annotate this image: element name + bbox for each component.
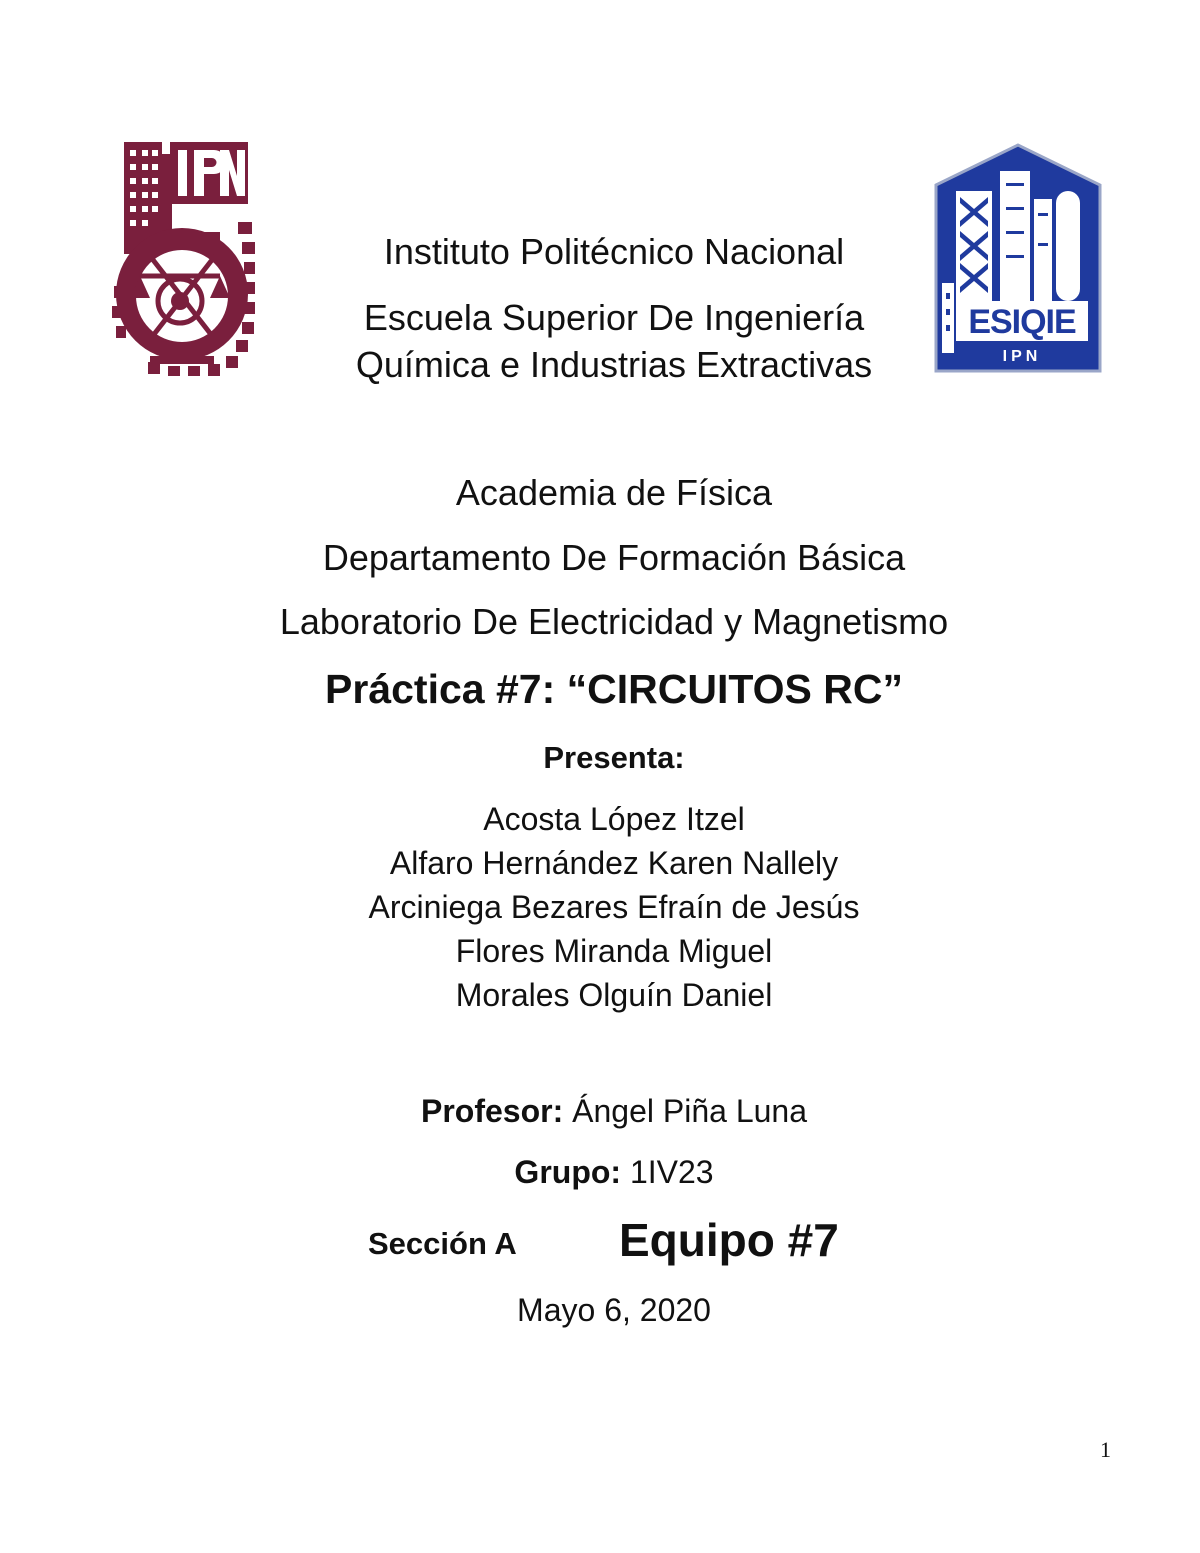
page-number: 1 bbox=[1100, 1437, 1111, 1462]
esiqie-logo-text: IPN bbox=[1002, 348, 1042, 365]
school-name-line1: Escuela Superior De Ingeniería bbox=[363, 297, 865, 338]
department-name: Departamento De Formación Básica bbox=[322, 537, 906, 578]
presenters-label: Presenta: bbox=[543, 740, 685, 775]
professor-label: Profesor: bbox=[421, 1093, 564, 1129]
institution-name: Instituto Politécnico Nacional bbox=[383, 231, 845, 272]
professor-line bbox=[0, 1093, 1200, 1130]
laboratory-name: Laboratorio De Electricidad y Magnetismo bbox=[279, 601, 949, 642]
presenters-list bbox=[0, 797, 1200, 1017]
group-line bbox=[0, 1154, 1200, 1191]
presenter-name: Flores Miranda Miguel bbox=[455, 933, 773, 969]
practice-title: Práctica #7: “CIRCUITOS RC” bbox=[325, 666, 903, 712]
group-value: 1IV23 bbox=[621, 1154, 714, 1190]
section-label: Sección A bbox=[368, 1226, 517, 1261]
presenter-name: Morales Olguín Daniel bbox=[455, 977, 773, 1013]
group-label: Grupo: bbox=[514, 1154, 622, 1190]
document-date: Mayo 6, 2020 bbox=[517, 1292, 711, 1328]
presenter-name: Alfaro Hernández Karen Nallely bbox=[389, 845, 839, 881]
svg-text:ESIQIE: ESIQIE bbox=[968, 303, 1076, 341]
team-label: Equipo #7 bbox=[619, 1214, 839, 1266]
school-name-line2: Química e Industrias Extractivas bbox=[355, 344, 873, 385]
academy-name: Academia de Física bbox=[455, 472, 773, 513]
presenter-name: Arciniega Bezares Efraín de Jesús bbox=[368, 889, 860, 925]
presenter-name: Acosta López Itzel bbox=[483, 801, 745, 837]
professor-name: Ángel Piña Luna bbox=[563, 1093, 807, 1129]
